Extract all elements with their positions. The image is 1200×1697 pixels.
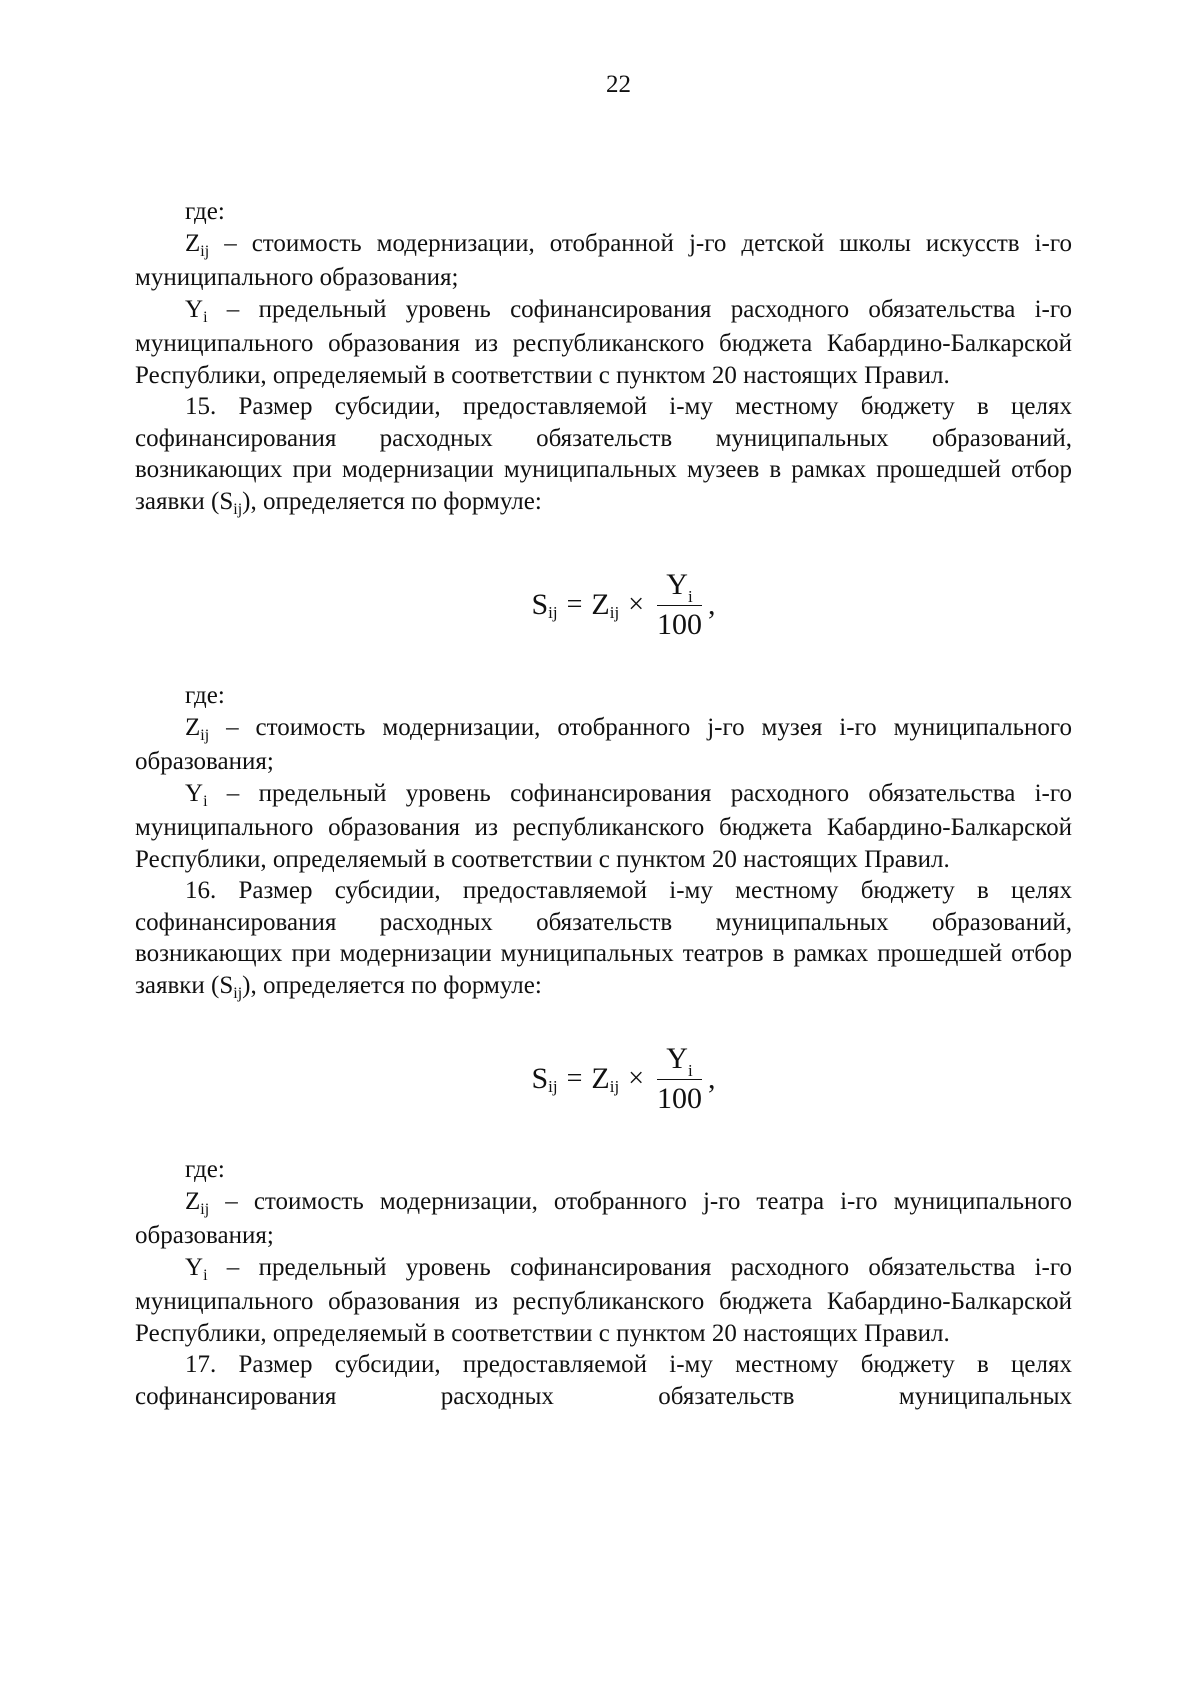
formula-comma: , bbox=[708, 588, 716, 621]
subscript-i: i bbox=[203, 1266, 208, 1284]
symbol-y: Y bbox=[185, 1253, 204, 1281]
formula-times: × bbox=[628, 589, 644, 620]
symbol-z: Z bbox=[185, 1187, 201, 1215]
paragraph-15 bbox=[135, 391, 1072, 520]
page-number: 22 bbox=[606, 71, 631, 98]
definition-y-text: – предельный уровень софинансирования расходного обязательства i-го муниципального образования из республиканского бюджета Кабардино-Балкарской Республики, определяемый в соответствии с пунктом 20 настоящих Правил. bbox=[135, 1253, 1072, 1347]
subscript-ij: ij bbox=[233, 984, 243, 1002]
paragraph-17: 17. Размер субсидии, предоставляемой i-му местному бюджету в целях софинансирования расходных обязательств муниципальных bbox=[135, 1351, 1072, 1410]
subscript-ij: ij bbox=[200, 726, 210, 744]
definition-z-text: – стоимость модернизации, отобранного j-го театра i-го муниципального образования; bbox=[135, 1187, 1072, 1249]
subscript-ij: ij bbox=[200, 1200, 210, 1218]
fraction-numerator bbox=[662, 569, 696, 605]
definitions-block-3 bbox=[135, 1154, 1072, 1412]
paragraph-16-text: 16. Размер субсидии, предоставляемой i-му местному бюджету в целях софинансирования расходных обязательств муниципальных образований, возникающих при модернизации муниципальных театров в рамках прошедшей отбор заявки (S bbox=[135, 877, 1072, 999]
paragraph-15-text-end: ), определяется по формуле: bbox=[242, 487, 542, 515]
formula-z: Z bbox=[591, 1062, 610, 1095]
where-label: где: bbox=[185, 198, 225, 225]
numerator-sub: i bbox=[687, 586, 693, 606]
definition-y-text: – предельный уровень софинансирования расходного обязательства i-го муниципального образования из республиканского бюджета Кабардино-Балкарской Республики, определяемый в соответствии с пунктом 20 настоящих Правил. bbox=[135, 295, 1072, 389]
subscript-ij: ij bbox=[200, 242, 210, 260]
formula-times: × bbox=[628, 1063, 644, 1094]
fraction-numerator bbox=[662, 1043, 696, 1079]
paragraph-16 bbox=[135, 875, 1072, 1004]
numerator-y: Y bbox=[666, 567, 688, 601]
symbol-y: Y bbox=[185, 779, 204, 807]
subscript-i: i bbox=[203, 308, 208, 326]
definition-z-text: – стоимость модернизации, отобранной j-го детской школы искусств i-го муниципального образования; bbox=[135, 229, 1072, 291]
definition-z bbox=[135, 1186, 1072, 1252]
formula-s-sub: ij bbox=[548, 603, 558, 622]
symbol-z: Z bbox=[185, 229, 201, 257]
formula-s: S bbox=[531, 588, 549, 621]
symbol-y: Y bbox=[185, 295, 204, 323]
formula-equals: = bbox=[566, 589, 583, 620]
where-label: где: bbox=[185, 1156, 225, 1183]
paragraph-16-text-end: ), определяется по формуле: bbox=[242, 971, 542, 999]
subscript-ij: ij bbox=[233, 500, 243, 518]
formula-fraction bbox=[657, 569, 702, 642]
subscript-i: i bbox=[203, 792, 208, 810]
formula-z: Z bbox=[591, 588, 610, 621]
definition-y bbox=[135, 294, 1072, 392]
where-label: где: bbox=[185, 682, 225, 709]
fraction-denominator: 100 bbox=[657, 1081, 702, 1115]
definition-z-text: – стоимость модернизации, отобранного j-го музея i-го муниципального образования; bbox=[135, 713, 1072, 775]
formula-comma: , bbox=[708, 1062, 716, 1095]
formula-s-sub: ij bbox=[548, 1077, 558, 1096]
definition-z bbox=[135, 228, 1072, 294]
symbol-z: Z bbox=[185, 713, 201, 741]
numerator-sub: i bbox=[687, 1060, 693, 1080]
definition-y bbox=[135, 1252, 1072, 1350]
paragraph-15-text: 15. Размер субсидии, предоставляемой i-му местному бюджету в целях софинансирования расходных обязательств муниципальных образований, возникающих при модернизации муниципальных музеев в рамках прошедшей отбор заявки (S bbox=[135, 393, 1072, 515]
definitions-block-1 bbox=[135, 196, 1072, 520]
numerator-y: Y bbox=[666, 1041, 688, 1075]
definition-z bbox=[135, 712, 1072, 778]
formula-z-sub: ij bbox=[609, 603, 620, 622]
formula-s: S bbox=[531, 1062, 549, 1095]
definitions-block-2 bbox=[135, 680, 1072, 1004]
formula-equals: = bbox=[566, 1063, 583, 1094]
formula-2 bbox=[135, 1004, 1072, 1154]
fraction-denominator: 100 bbox=[657, 607, 702, 641]
definition-y-text: – предельный уровень софинансирования расходного обязательства i-го муниципального образования из республиканского бюджета Кабардино-Балкарской Республики, определяемый в соответствии с пунктом 20 настоящих Правил. bbox=[135, 779, 1072, 873]
formula-fraction bbox=[657, 1043, 702, 1116]
formula-z-sub: ij bbox=[609, 1077, 620, 1096]
definition-y bbox=[135, 778, 1072, 876]
formula-1 bbox=[135, 530, 1072, 680]
